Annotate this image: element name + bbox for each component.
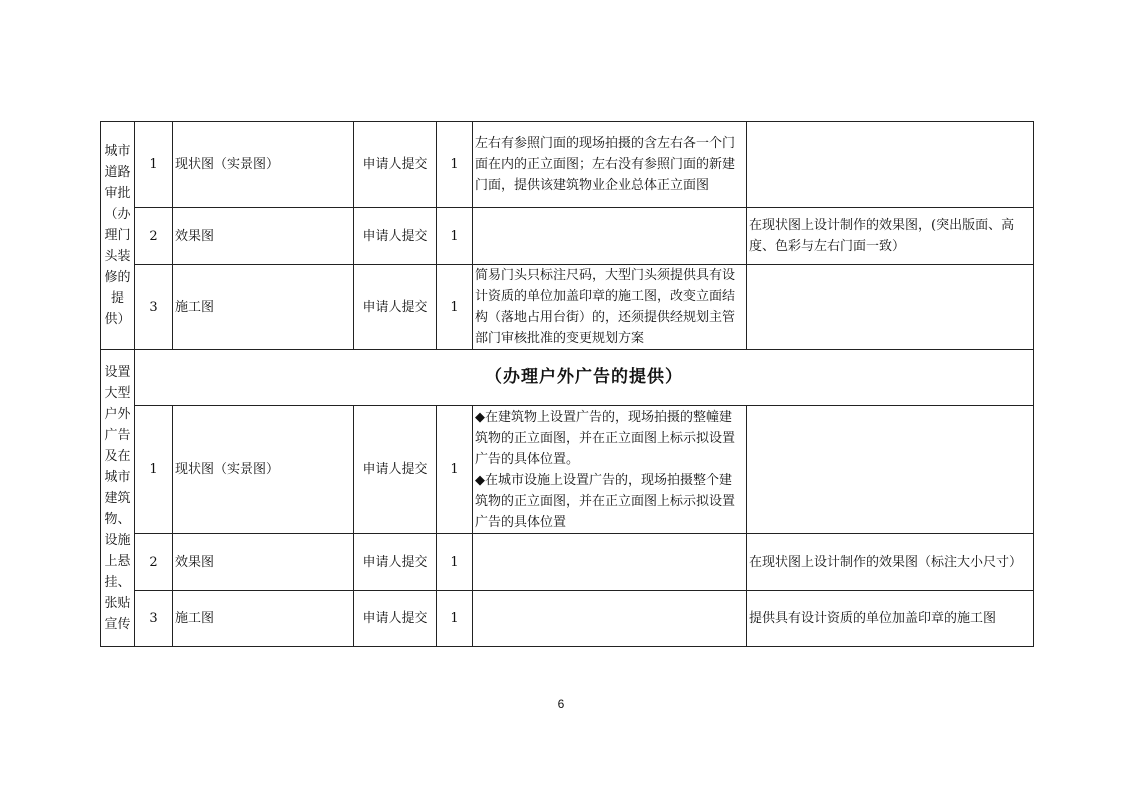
note-cell: 在现状图上设计制作的效果图（标注大小尺寸） [747, 534, 1034, 591]
requirements-cell [473, 265, 747, 350]
material-name: 效果图 [173, 534, 354, 591]
submitter: 申请人提交 [354, 591, 437, 647]
page-number: 6 [557, 697, 565, 711]
requirement-text: ◆在城市设施上设置广告的，现场拍摄整个建筑物的正立面图，并在正立面图上标示拟设置广告的具体位置 [475, 472, 736, 530]
material-name: 现状图（实景图） [173, 406, 354, 534]
category-cell-outdoor-ads [101, 350, 135, 647]
category-line: 上悬 [104, 553, 131, 569]
category-line: 城市 [104, 469, 131, 485]
category-line: 道路 [104, 165, 131, 180]
category-line: 城市 [104, 144, 131, 159]
row-number: 2 [135, 534, 173, 591]
category-line: 张贴 [104, 595, 131, 611]
category-line: 建筑 [104, 490, 131, 506]
table-row [101, 122, 1034, 208]
category-line: 挂、 [104, 574, 131, 590]
table-row [101, 591, 1034, 647]
copy-count: 1 [437, 122, 473, 208]
section-title: （办理户外广告的提供） [135, 350, 1034, 406]
row-number: 3 [135, 591, 173, 647]
requirement-text: ◆在建筑物上设置广告的，现场拍摄的整幢建筑物的正立面图，并在正立面图上标示拟设置广告的具体位置。 [475, 409, 736, 467]
copy-count: 1 [437, 208, 473, 265]
row-number: 1 [135, 122, 173, 208]
note-cell: 提供具有设计资质的单位加盖印章的施工图 [747, 591, 1034, 647]
note-cell [747, 265, 1034, 350]
material-name: 施工图 [173, 265, 354, 350]
category-cell-road-approval [101, 122, 135, 350]
category-line: 设施 [104, 532, 131, 548]
row-number: 1 [135, 406, 173, 534]
material-name: 效果图 [173, 208, 354, 265]
submitter: 申请人提交 [354, 122, 437, 208]
table-row [101, 265, 1034, 350]
materials-table [100, 121, 1034, 647]
requirements-cell [473, 591, 747, 647]
table-row [101, 208, 1034, 265]
category-line: 及在 [104, 448, 131, 464]
copy-count: 1 [437, 265, 473, 350]
category-line: 大型 [104, 385, 131, 401]
category-line: 设置 [104, 364, 131, 380]
category-line: 头装 [104, 249, 131, 264]
category-line: 宣传 [104, 616, 131, 632]
category-line: （办 [104, 207, 131, 222]
table-row [101, 534, 1034, 591]
copy-count: 1 [437, 406, 473, 534]
material-name: 现状图（实景图） [173, 122, 354, 208]
requirement-text: 左右有参照门面的现场拍摄的含左右各一个门面在内的正立面图；左右没有参照门面的新建门面，提供该建筑物业企业总体正立面图 [475, 136, 736, 193]
category-line: 理门 [104, 228, 131, 243]
category-line: 审批 [104, 186, 131, 201]
category-line: 户外 [104, 406, 131, 422]
row-number: 3 [135, 265, 173, 350]
copy-count: 1 [437, 591, 473, 647]
material-name: 施工图 [173, 591, 354, 647]
category-line: 提 [110, 291, 124, 306]
section-row [101, 350, 1034, 406]
copy-count: 1 [437, 534, 473, 591]
requirements-cell [473, 406, 747, 534]
table-row [101, 406, 1034, 534]
requirements-cell [473, 208, 747, 265]
submitter: 申请人提交 [354, 406, 437, 534]
note-cell [747, 406, 1034, 534]
category-line: 供） [104, 312, 131, 327]
category-line: 物、 [104, 511, 131, 527]
note-cell [747, 122, 1034, 208]
submitter: 申请人提交 [354, 265, 437, 350]
requirements-cell [473, 122, 747, 208]
submitter: 申请人提交 [354, 208, 437, 265]
requirement-text: 简易门头只标注尺码，大型门头须提供具有设计资质的单位加盖印章的施工图，改变立面结构（落地占用台街）的，还须提供经规划主管部门审核批准的变更规划方案 [475, 268, 736, 346]
row-number: 2 [135, 208, 173, 265]
requirements-cell [473, 534, 747, 591]
submitter: 申请人提交 [354, 534, 437, 591]
category-line: 修的 [104, 270, 131, 285]
note-cell: 在现状图上设计制作的效果图，(突出版面、高度、色彩与左右门面一致） [747, 208, 1034, 265]
category-line: 广告 [104, 427, 131, 443]
